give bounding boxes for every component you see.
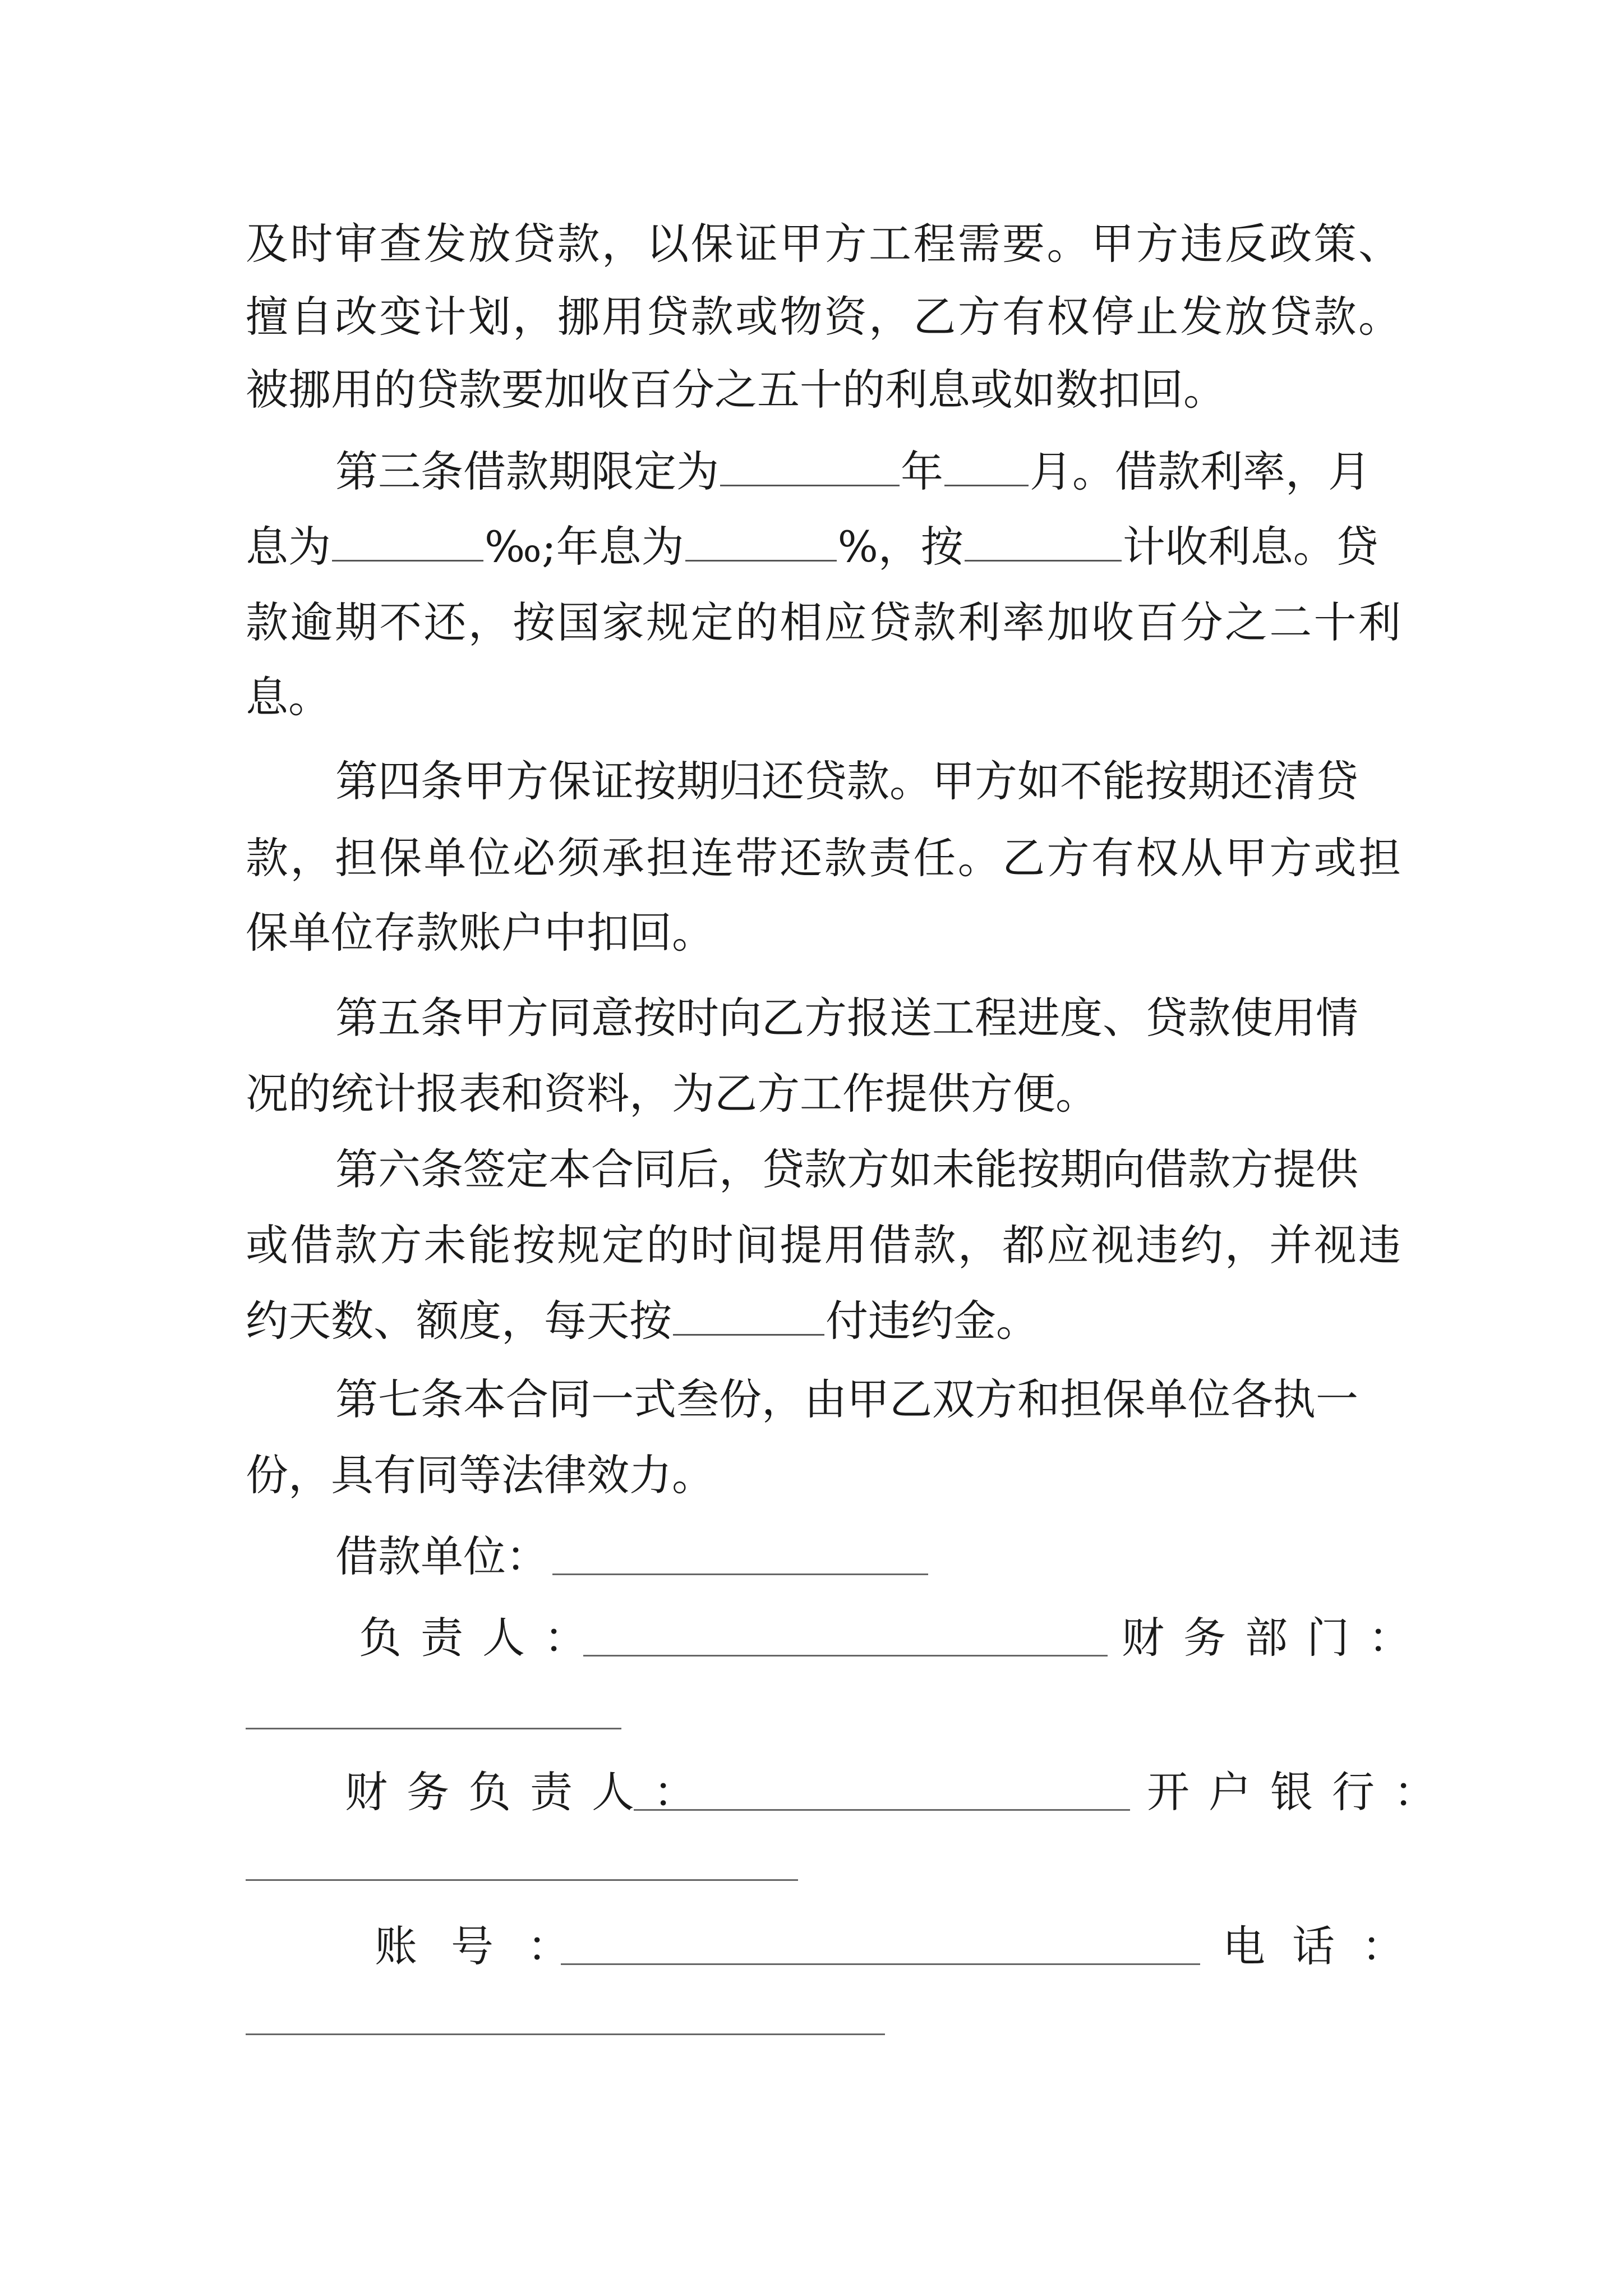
finance-head-label: 财务负责人： xyxy=(345,1767,715,1817)
finance-dept-label: 财务部门： xyxy=(1122,1613,1430,1663)
article-3-text: ‰;年息为 xyxy=(485,522,684,572)
paragraph-line: 息。 xyxy=(246,672,331,722)
annual-rate-blank xyxy=(685,559,837,562)
finance-dept-blank xyxy=(246,1728,621,1729)
loan-years-blank xyxy=(720,484,900,486)
paragraph-line: 第四条甲方保证按期归还贷款。甲方如不能按期还清贷 xyxy=(335,756,1358,806)
interest-basis-blank xyxy=(965,559,1122,562)
phone-blank xyxy=(246,2033,885,2035)
person-in-charge-label: 负责人： xyxy=(359,1613,606,1663)
paragraph-line: 份，具有同等法律效力。 xyxy=(246,1450,714,1500)
article-3-text: 计收利息。贷 xyxy=(1122,522,1378,572)
phone-label: 电话： xyxy=(1223,1921,1431,1971)
article-3-text: 月。借款利率，月 xyxy=(1030,447,1371,496)
person-in-charge-blank xyxy=(583,1655,1108,1657)
article-6-text: 约天数、额度，每天按 xyxy=(246,1296,672,1346)
article-3-text: 息为 xyxy=(246,522,331,572)
penalty-rate-blank xyxy=(673,1333,824,1336)
account-label: 账号： xyxy=(375,1921,603,1971)
article-6-line-3 xyxy=(246,1279,1401,1363)
account-blank xyxy=(561,1963,1200,1965)
paragraph-line: 及时审查发放贷款，以保证甲方工程需要。甲方违反政策、 xyxy=(246,219,1401,269)
paragraph-line: 第五条甲方同意按时向乙方报送工程进度、贷款使用情 xyxy=(335,993,1358,1043)
paragraph-line: 擅自改变计划，挪用贷款或物资，乙方有权停止发放贷款。 xyxy=(246,292,1401,342)
article-3-text: 年 xyxy=(901,447,943,496)
bank-label: 开户银行： xyxy=(1147,1767,1455,1817)
loan-months-blank xyxy=(944,484,1029,486)
article-6-text: 付违约金。 xyxy=(826,1296,1039,1346)
article-3-text: %，按 xyxy=(837,522,963,572)
paragraph-line: 款，担保单位必须承担连带还款责任。乙方有权从甲方或担 xyxy=(246,833,1401,883)
paragraph-line: 或借款方未能按规定的时间提用借款，都应视违约，并视违 xyxy=(246,1220,1401,1270)
article-3-line-2 xyxy=(246,505,1401,589)
borrower-label: 借款单位： xyxy=(335,1531,548,1581)
paragraph-line: 被挪用的贷款要加收百分之五十的利息或如数扣回。 xyxy=(246,365,1226,415)
paragraph-line: 第六条签定本合同后，贷款方如未能按期向借款方提供 xyxy=(335,1144,1358,1194)
paragraph-line: 况的统计报表和资料，为乙方工作提供方便。 xyxy=(246,1069,1098,1119)
bank-blank xyxy=(246,1879,798,1881)
article-3-line-1 xyxy=(335,430,1491,514)
finance-head-blank xyxy=(634,1809,1130,1811)
article-3-text: 第三条借款期限定为 xyxy=(335,447,719,496)
monthly-rate-blank xyxy=(332,559,483,562)
paragraph-line: 款逾期不还，按国家规定的相应贷款利率加收百分之二十利 xyxy=(246,597,1401,647)
paragraph-line: 第七条本合同一式叁份，由甲乙双方和担保单位各执一 xyxy=(335,1374,1358,1424)
paragraph-line: 保单位存款账户中扣回。 xyxy=(246,908,714,958)
borrower-blank xyxy=(552,1573,928,1575)
